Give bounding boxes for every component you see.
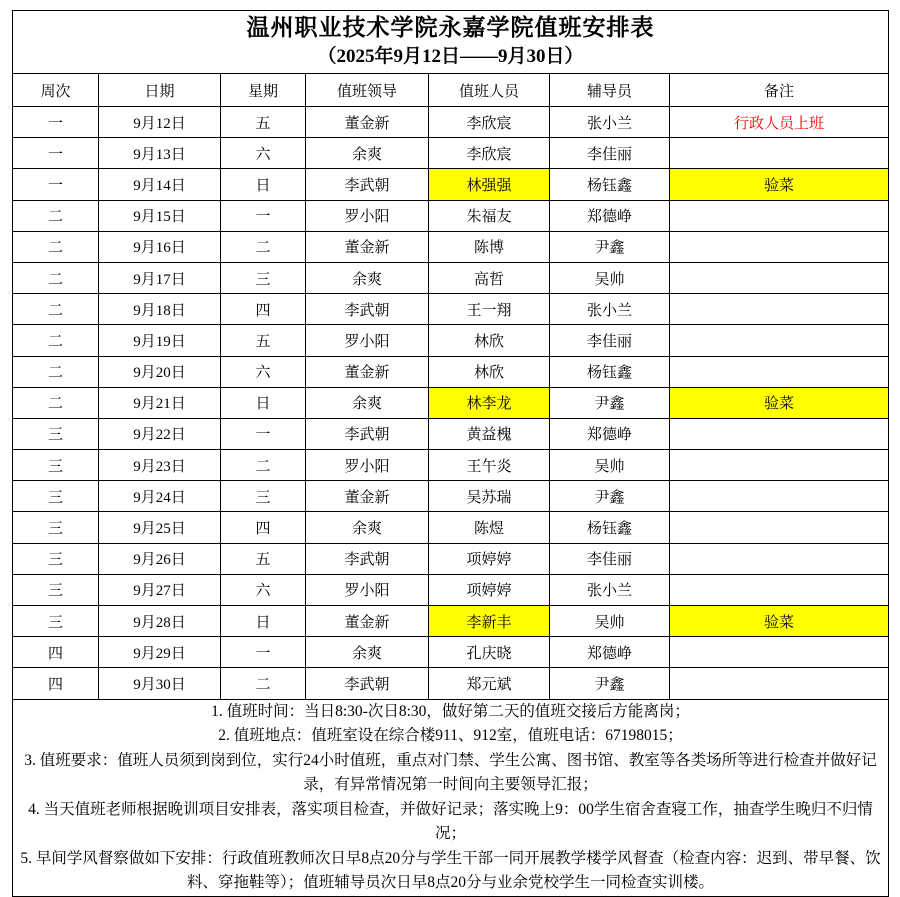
cell-weekday: 一: [221, 200, 306, 231]
table-header-row: [13, 74, 889, 107]
cell-leader: 董金新: [306, 356, 429, 387]
table-row: [13, 294, 889, 325]
cell-duty-staff: 王一翔: [429, 294, 550, 325]
cell-remark: [670, 574, 889, 605]
cell-leader: 余爽: [306, 512, 429, 543]
note-line: 4. 当天值班老师根据晚训项目安排表，落实项目检查，并做好记录；落实晚上9：00学生宿舍查寝工作，抽查学生晚归不归情况；: [28, 800, 873, 843]
cell-counselor: 尹鑫: [550, 387, 670, 418]
cell-week: 二: [13, 262, 99, 293]
cell-counselor: 李佳丽: [550, 543, 670, 574]
cell-remark: [670, 668, 889, 699]
cell-remark: [670, 543, 889, 574]
cell-date: 9月28日: [99, 606, 221, 637]
cell-weekday: 三: [221, 262, 306, 293]
title-subtitle: （2025年9月12日——9月30日）: [317, 46, 584, 67]
cell-duty-staff: 林欣: [429, 356, 550, 387]
cell-leader: 李武朝: [306, 418, 429, 449]
cell-counselor: 杨钰鑫: [550, 169, 670, 200]
cell-remark: [670, 325, 889, 356]
page-title: [13, 11, 889, 74]
table-row: [13, 356, 889, 387]
table-row: [13, 262, 889, 293]
cell-date: 9月27日: [99, 574, 221, 605]
cell-counselor: 张小兰: [550, 294, 670, 325]
cell-week: 三: [13, 450, 99, 481]
cell-week: 三: [13, 606, 99, 637]
cell-weekday: 日: [221, 606, 306, 637]
cell-leader: 余爽: [306, 387, 429, 418]
cell-leader: 李武朝: [306, 543, 429, 574]
cell-date: 9月15日: [99, 200, 221, 231]
cell-date: 9月18日: [99, 294, 221, 325]
cell-counselor: 吴帅: [550, 450, 670, 481]
cell-duty-staff: 黄益槐: [429, 418, 550, 449]
cell-weekday: 四: [221, 294, 306, 325]
cell-date: 9月29日: [99, 637, 221, 668]
table-row: [13, 481, 889, 512]
cell-weekday: 日: [221, 169, 306, 200]
cell-counselor: 吴帅: [550, 262, 670, 293]
cell-duty-staff: 项婷婷: [429, 543, 550, 574]
cell-remark: [670, 356, 889, 387]
cell-remark: [670, 231, 889, 262]
cell-counselor: 李佳丽: [550, 325, 670, 356]
cell-week: 四: [13, 668, 99, 699]
cell-duty-staff: 王午炎: [429, 450, 550, 481]
cell-date: 9月16日: [99, 231, 221, 262]
cell-week: 四: [13, 637, 99, 668]
cell-leader: 董金新: [306, 231, 429, 262]
column-header-weekday: 星期: [221, 74, 306, 107]
cell-week: 三: [13, 543, 99, 574]
cell-weekday: 三: [221, 481, 306, 512]
cell-counselor: 郑德峥: [550, 200, 670, 231]
table-row: [13, 138, 889, 169]
cell-leader: 李武朝: [306, 668, 429, 699]
cell-week: 一: [13, 138, 99, 169]
cell-counselor: 郑德峥: [550, 418, 670, 449]
cell-duty-staff: 吴苏瑞: [429, 481, 550, 512]
cell-remark: [670, 512, 889, 543]
cell-week: 二: [13, 294, 99, 325]
cell-week: 二: [13, 231, 99, 262]
cell-counselor: 尹鑫: [550, 231, 670, 262]
table-row: [13, 107, 889, 138]
cell-weekday: 五: [221, 543, 306, 574]
cell-weekday: 二: [221, 450, 306, 481]
cell-date: 9月17日: [99, 262, 221, 293]
table-row: [13, 512, 889, 543]
cell-remark: 验菜: [670, 387, 889, 418]
cell-leader: 罗小阳: [306, 450, 429, 481]
column-header-date: 日期: [99, 74, 221, 107]
notes-block: [13, 699, 889, 896]
cell-weekday: 六: [221, 574, 306, 605]
cell-weekday: 六: [221, 356, 306, 387]
note-line: 2. 值班地点：值班室设在综合楼911、912室，值班电话：67198015；: [218, 727, 683, 745]
cell-leader: 董金新: [306, 107, 429, 138]
cell-week: 二: [13, 387, 99, 418]
cell-duty-staff: 林强强: [429, 169, 550, 200]
cell-remark: 行政人员上班: [670, 107, 889, 138]
column-header-counselor: 辅导员: [550, 74, 670, 107]
cell-remark: [670, 200, 889, 231]
cell-leader: 董金新: [306, 606, 429, 637]
cell-date: 9月13日: [99, 138, 221, 169]
cell-weekday: 二: [221, 668, 306, 699]
cell-weekday: 一: [221, 418, 306, 449]
cell-leader: 余爽: [306, 637, 429, 668]
table-row: [13, 231, 889, 262]
cell-weekday: 一: [221, 637, 306, 668]
cell-leader: 余爽: [306, 138, 429, 169]
cell-remark: [670, 450, 889, 481]
cell-counselor: 张小兰: [550, 107, 670, 138]
cell-duty-staff: 林欣: [429, 325, 550, 356]
cell-duty-staff: 李新丰: [429, 606, 550, 637]
note-line: 3. 值班要求：值班人员须到岗到位，实行24小时值班，重点对门禁、学生公寓、图书馆、教室等各类场所等进行检查并做好记录，有异常情况第一时间向主要领导汇报；: [24, 751, 877, 794]
cell-leader: 罗小阳: [306, 200, 429, 231]
table-row: [13, 543, 889, 574]
column-header-remark: 备注: [670, 74, 889, 107]
cell-date: 9月26日: [99, 543, 221, 574]
cell-week: 三: [13, 574, 99, 605]
cell-leader: 董金新: [306, 481, 429, 512]
cell-counselor: 尹鑫: [550, 481, 670, 512]
table-row: [13, 574, 889, 605]
cell-date: 9月19日: [99, 325, 221, 356]
column-header-leader: 值班领导: [306, 74, 429, 107]
cell-counselor: 郑德峥: [550, 637, 670, 668]
cell-duty-staff: 李欣宸: [429, 138, 550, 169]
cell-leader: 余爽: [306, 262, 429, 293]
cell-counselor: 杨钰鑫: [550, 356, 670, 387]
cell-duty-staff: 林李龙: [429, 387, 550, 418]
cell-weekday: 五: [221, 325, 306, 356]
cell-date: 9月20日: [99, 356, 221, 387]
cell-weekday: 二: [221, 231, 306, 262]
cell-counselor: 张小兰: [550, 574, 670, 605]
cell-date: 9月21日: [99, 387, 221, 418]
cell-week: 二: [13, 200, 99, 231]
column-header-duty-staff: 值班人员: [429, 74, 550, 107]
cell-leader: 罗小阳: [306, 574, 429, 605]
cell-date: 9月24日: [99, 481, 221, 512]
cell-duty-staff: 朱福友: [429, 200, 550, 231]
cell-remark: [670, 294, 889, 325]
column-header-week: 周次: [13, 74, 99, 107]
cell-date: 9月12日: [99, 107, 221, 138]
cell-weekday: 四: [221, 512, 306, 543]
title-main: 温州职业技术学院永嘉学院值班安排表: [246, 15, 655, 40]
cell-week: 二: [13, 325, 99, 356]
table-row: [13, 418, 889, 449]
cell-duty-staff: 陈博: [429, 231, 550, 262]
cell-week: 一: [13, 169, 99, 200]
cell-counselor: 李佳丽: [550, 138, 670, 169]
cell-counselor: 吴帅: [550, 606, 670, 637]
table-row: [13, 169, 889, 200]
cell-date: 9月30日: [99, 668, 221, 699]
cell-week: 三: [13, 512, 99, 543]
cell-duty-staff: 项婷婷: [429, 574, 550, 605]
table-row: [13, 325, 889, 356]
cell-week: 三: [13, 418, 99, 449]
note-line: 5. 早间学风督察做如下安排：行政值班教师次日早8点20分与学生干部一同开展教学楼学风督查（检查内容：迟到、带早餐、饮料、穿拖鞋等）；值班辅导员次日早8点20分与业余党校学生一同检查实训楼。: [20, 849, 881, 892]
cell-remark: 验菜: [670, 169, 889, 200]
cell-counselor: 尹鑫: [550, 668, 670, 699]
cell-remark: [670, 481, 889, 512]
cell-leader: 罗小阳: [306, 325, 429, 356]
cell-remark: [670, 637, 889, 668]
cell-leader: 李武朝: [306, 169, 429, 200]
table-row: [13, 606, 889, 637]
cell-date: 9月25日: [99, 512, 221, 543]
cell-remark: [670, 262, 889, 293]
title-row: [13, 11, 889, 74]
note-line: 1. 值班时间：当日8:30-次日8:30，做好第二天的值班交接后方能离岗；: [211, 702, 690, 720]
notes-row: [13, 699, 889, 896]
table-row: [13, 637, 889, 668]
cell-remark: [670, 138, 889, 169]
cell-date: 9月14日: [99, 169, 221, 200]
table-row: [13, 387, 889, 418]
cell-leader: 李武朝: [306, 294, 429, 325]
table-row: [13, 450, 889, 481]
cell-date: 9月22日: [99, 418, 221, 449]
duty-roster-table: [12, 10, 889, 897]
cell-weekday: 日: [221, 387, 306, 418]
cell-remark: [670, 418, 889, 449]
cell-duty-staff: 孔庆晓: [429, 637, 550, 668]
cell-date: 9月23日: [99, 450, 221, 481]
cell-remark: 验菜: [670, 606, 889, 637]
cell-duty-staff: 李欣宸: [429, 107, 550, 138]
table-row: [13, 200, 889, 231]
cell-duty-staff: 郑元斌: [429, 668, 550, 699]
cell-duty-staff: 高哲: [429, 262, 550, 293]
cell-duty-staff: 陈煜: [429, 512, 550, 543]
cell-week: 一: [13, 107, 99, 138]
cell-weekday: 五: [221, 107, 306, 138]
table-row: [13, 668, 889, 699]
cell-counselor: 杨钰鑫: [550, 512, 670, 543]
cell-weekday: 六: [221, 138, 306, 169]
cell-week: 三: [13, 481, 99, 512]
cell-week: 二: [13, 356, 99, 387]
